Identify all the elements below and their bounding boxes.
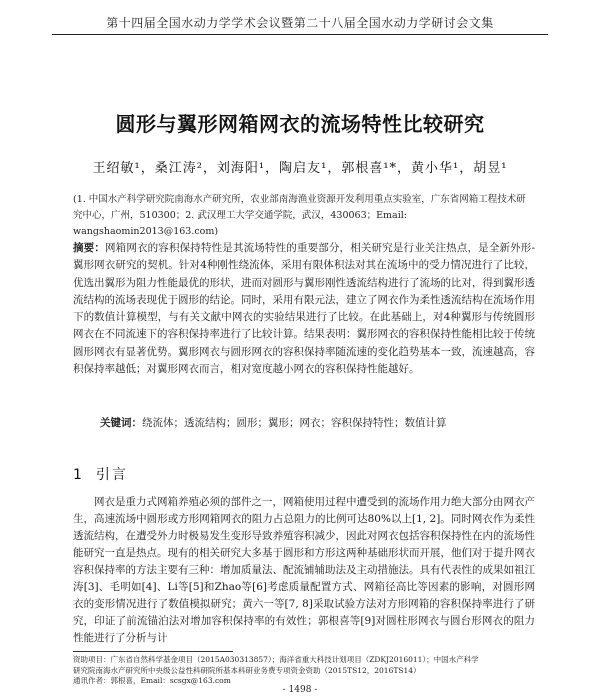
footnote-line: 资助项目：广东省自然科学基金项目（2015A030313857）；海洋省重大科技计划项目（ZDKJ2016011）；中国水产科学: [73, 655, 479, 664]
header-rule: [52, 34, 548, 35]
footnote-line: 研究院南海水产研究所中央级公益性科研院所基本科研业务费专项资金资助（2015TS12，2016TS14）: [73, 665, 421, 675]
affiliations: (1. 中国水产科学研究院南海水产研究所，农业部南海渔业资源开发利用重点实验室，广东省网箱工程技术研究中心，广州，510300；2. 武汉理工大学交通学院，武汉，430063；Email: wangshaomin2013@163.com): [73, 194, 526, 237]
footnote-rule: [73, 651, 233, 652]
section-number: 1: [73, 467, 84, 483]
footnote-line: 通讯作者：郭根喜，Email：scsgx@163.com: [73, 676, 231, 685]
section-title: 引言: [95, 467, 128, 483]
intro-paragraph: 网衣是重力式网箱养殖必须的部件之一，网箱使用过程中遭受到的流场作用力绝大部分由网衣产生，高速流场中圆形或方形网箱网衣的阻力占总阻力的比例可达80%以上[1, 2]。同时网衣作为柔性透流结构，在遭受外力时极易发生变形导致养殖容积减少，因此对网衣包括容积保持性在内的流场性能研究一直是热点。现有的相关研究大多基于圆形和方形这两种基础形状而开展，他们对于提升网衣容积保持率的方法主要有三种：增加质量法、配流铺辅助法及主动措施法。具有代表性的成果如祖江涛[3]、毛明如[4]、Li等[5]和Zhao等[6]考虑质量配置方式、网箱径高比等因素的影响，对圆形网衣的变形情况进行了数值模拟研究；黄六一等[7, 8]采取试验方法对方形网箱的容积保持率进行了研究，印证了前流锚泊法对增加容积保持率的有效性；郭根喜等[9]对圆柱形网衣与圆台形网衣的阻力性能进行了分析与计: [73, 496, 535, 644]
paper-title: 圆形与翼形网箱网衣的流场特性比较研究: [115, 112, 485, 136]
running-header: 第十四届全国水动力学学术会议暨第二十八届全国水动力学研讨会文集: [106, 16, 494, 30]
abstract-label: 摘要：: [73, 242, 105, 254]
section-heading: [73, 464, 140, 484]
keywords: [100, 415, 535, 431]
footnotes: [73, 655, 535, 687]
keywords-text: 绕流体；透流结构；圆形；翼形；网衣；容积保持特性；数值计算: [142, 417, 447, 429]
keywords-label: 关键词：: [100, 417, 142, 429]
abstract-text: 网箱网衣的容积保持特性是其流场特性的重要部分，相关研究是行业关注热点，是全新外形-翼形网衣研究的契机。针对4种刚性绕流体，采用有限体积法对其在流场中的受力情况进行了比较，优选出翼形为阻力性能最优的形状，进而对圆形与翼形刚性透流结构进行了流场的比对，得到翼形透流结构的流场表现优于圆形的结论。同时，采用有限元法，建立了网衣作为柔性透流结构在流场作用下的数值计算模型，与有关文献中网衣的实验结果进行了比较。在此基础上，对4种翼形与传统圆形网衣在不同流速下的容积保持率进行了比较计算。结果表明：翼形网衣的容积保持性能相比较于传统圆形网衣有显著优势。翼形网衣与圆形网衣的容积保持率随流速的变化趋势基本一致，流速越高，容积保持率越低；对翼形网衣而言，相对宽度越小网衣的容积保持性能越好。: [73, 242, 536, 376]
abstract: [73, 240, 535, 378]
author-list: 王绍敏¹，桑江涛²，刘海阳¹，陶启友¹，郭根喜¹*，黄小华¹，胡昱¹: [92, 161, 508, 176]
page-number: - 1498 -: [282, 685, 318, 695]
